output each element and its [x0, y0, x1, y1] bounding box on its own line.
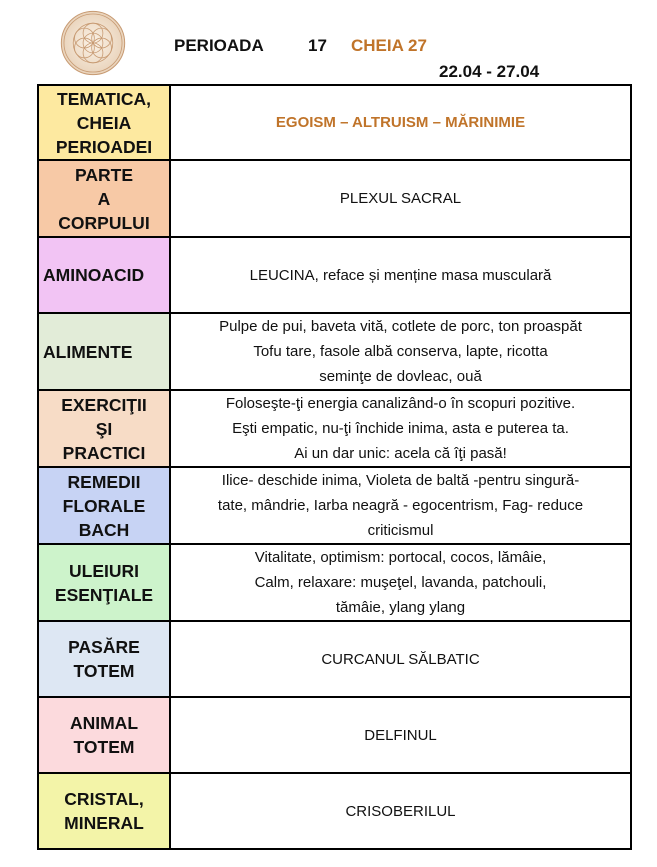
row-value-line: tate, mândrie, Iarba neagră - egocentrism, Fag- reduce	[217, 497, 584, 514]
row-value-line: PLEXUL SACRAL	[339, 190, 462, 207]
row-value-line: Foloseşte-ţi energia canalizând-o în scopuri pozitive.	[225, 395, 576, 412]
table-row	[38, 467, 631, 544]
row-label-line: ŞI	[95, 418, 113, 439]
table-row	[38, 160, 631, 237]
period-dates: 22.04 - 27.04	[439, 62, 540, 81]
row-label-line: PARTE	[74, 164, 133, 185]
row-label-line: PERIOADEI	[55, 136, 153, 157]
table-row	[38, 313, 631, 390]
row-label	[38, 390, 170, 467]
row-label	[38, 467, 170, 544]
row-value	[170, 621, 631, 697]
row-label-line: ESENŢIALE	[54, 584, 154, 605]
row-value-line: seminţe de dovleac, ouă	[319, 368, 482, 385]
row-label	[38, 160, 170, 237]
row-label	[38, 621, 170, 697]
row-label-line: EXERCIŢII	[61, 394, 147, 415]
row-value-line: Calm, relaxare: muşeţel, lavanda, patchouli,	[254, 574, 547, 591]
row-value-line: Tofu tare, fasole albă conserva, lapte, ricotta	[253, 343, 548, 360]
row-value-line: Pulpe de pui, baveta vită, cotlete de porc, ton proaspăt	[219, 318, 582, 335]
row-value	[170, 237, 631, 313]
row-label-line: PRACTICI	[62, 442, 146, 463]
row-value	[170, 160, 631, 237]
row-value-line: tămâie, ylang ylang	[335, 599, 466, 616]
period-number: 17	[308, 36, 327, 55]
row-label	[38, 237, 170, 313]
row-label	[38, 313, 170, 390]
row-label-line: TEMATICA,	[57, 88, 151, 109]
period-table	[37, 84, 632, 850]
row-value	[170, 467, 631, 544]
row-label-line: CORPULUI	[58, 212, 150, 233]
period-title: PERIOADA	[174, 36, 264, 55]
row-label-line: TOTEM	[73, 737, 135, 757]
table-row	[38, 697, 631, 773]
row-label-line: REMEDII	[67, 471, 141, 492]
row-value-line: LEUCINA, reface și menține masa musculară	[249, 266, 552, 284]
row-value-line: Vitalitate, optimism: portocal, cocos, lămâie,	[254, 549, 547, 566]
row-label-line: CHEIA	[76, 112, 132, 133]
row-label-line: ANIMAL	[69, 713, 139, 733]
row-value-line: Eşti empatic, nu-ţi închide inima, asta e puterea ta.	[232, 420, 569, 437]
row-value	[170, 390, 631, 467]
row-value-line: Ai un dar unic: acela că îţi pasă!	[294, 445, 507, 462]
row-value	[170, 313, 631, 390]
row-label-line: A	[97, 188, 111, 209]
table-row	[38, 85, 631, 160]
row-value-line: DELFINUL	[364, 726, 437, 744]
theme-value	[170, 85, 631, 160]
row-value	[170, 773, 631, 849]
row-label	[38, 773, 170, 849]
row-label-line: TOTEM	[73, 661, 135, 681]
row-value-line: Ilice- deschide inima, Violeta de baltă -pentru singură-	[221, 472, 580, 489]
row-label-line: ULEIURI	[69, 560, 139, 581]
row-value-line: CURCANUL SĂLBATIC	[321, 650, 480, 668]
row-label-line: MINERAL	[64, 813, 144, 833]
row-label-line: BACH	[78, 519, 130, 540]
table-row	[38, 544, 631, 621]
row-label-line: PASĂRE	[68, 637, 140, 657]
row-value	[170, 697, 631, 773]
row-label-line: ALIMENTE	[43, 341, 133, 362]
table-row	[38, 237, 631, 313]
table-row	[38, 773, 631, 849]
flower-of-life-logo	[60, 10, 126, 76]
row-value-line: criticismul	[367, 522, 434, 539]
period-key: CHEIA 27	[351, 36, 427, 55]
table-row	[38, 390, 631, 467]
row-value	[170, 544, 631, 621]
row-label-line: CRISTAL,	[64, 789, 144, 809]
row-label	[38, 544, 170, 621]
row-value-line: CRISOBERILUL	[345, 802, 456, 820]
row-label-line: AMINOACID	[43, 265, 145, 285]
row-value-line: EGOISM – ALTRUISM – MĂRINIMIE	[275, 114, 526, 131]
row-label	[38, 697, 170, 773]
row-label	[38, 85, 170, 160]
table-row	[38, 621, 631, 697]
row-label-line: FLORALE	[62, 495, 146, 516]
